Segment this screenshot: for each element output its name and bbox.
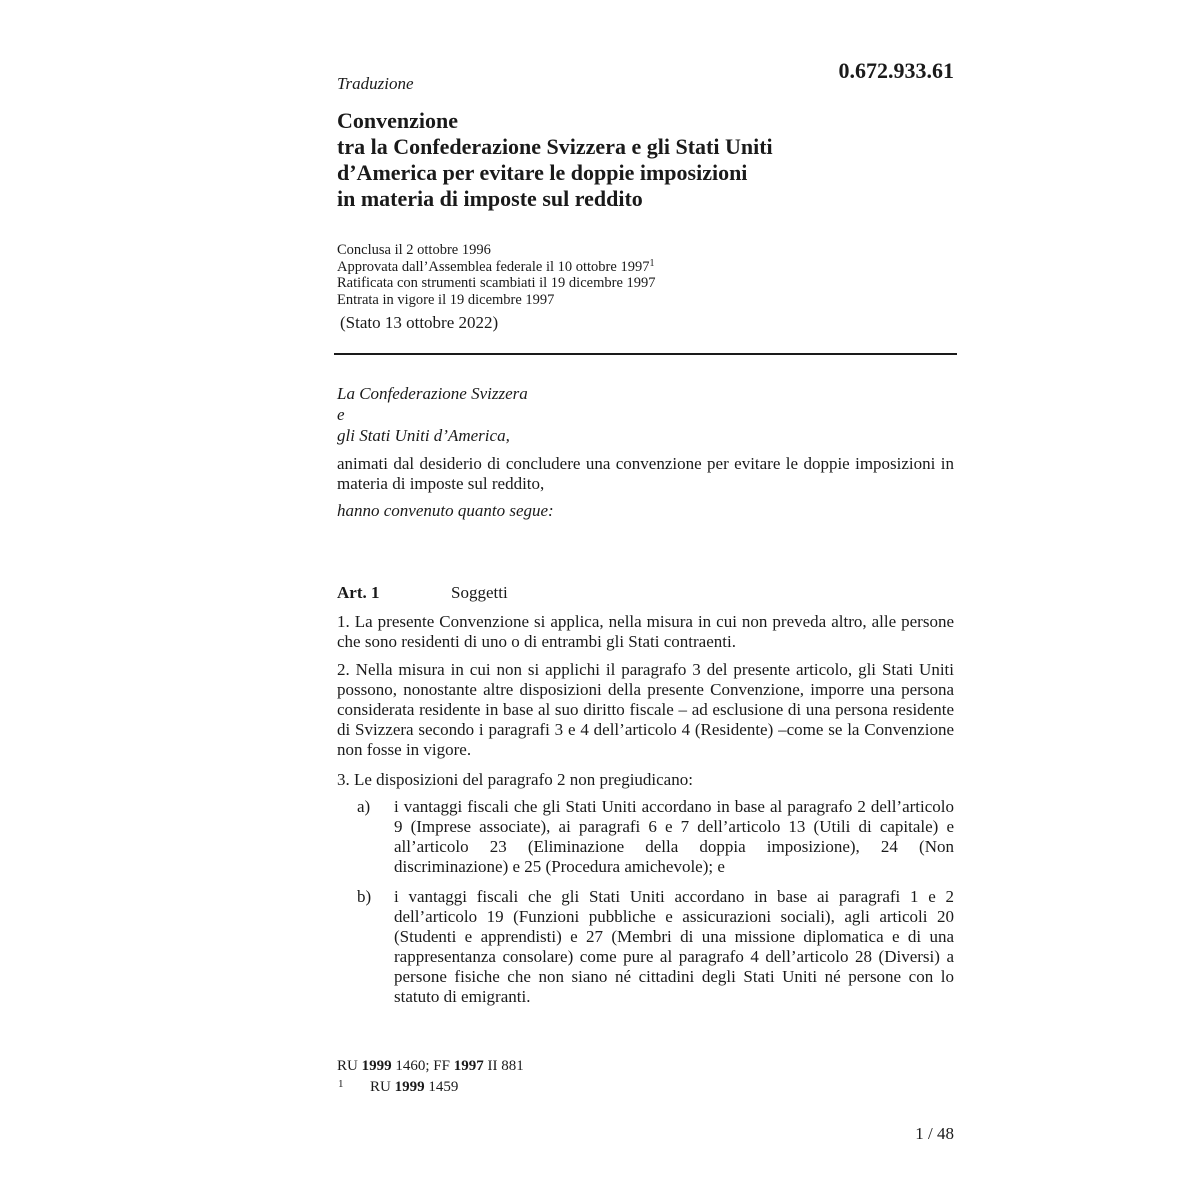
list-item-text: i vantaggi fiscali che gli Stati Uniti accordano in base ai paragrafi 1 e 2 dell’articolo 19 (Funzioni pubbliche e assicurazioni sociali), agli articoli 20 (Studenti e apprendisti) e 27 (Membri di una missione diplomatica e di una rappresentanza consolare) come pure al paragrafo 4 dell’articolo 28 (Diversi) a persone fisiche che non siano né cittadini degli Stati Uniti né persone con lo statuto di emigranti. bbox=[394, 887, 954, 1006]
list-item-label: a) bbox=[357, 797, 371, 816]
source-reference: RU 1999 1460; FF 1997 II 881 bbox=[337, 1058, 524, 1074]
preamble-party1: La Confederazione Svizzera bbox=[337, 384, 528, 403]
page-number: 1 / 48 bbox=[915, 1124, 954, 1143]
list-item-label: b) bbox=[357, 887, 372, 906]
dates-block bbox=[337, 242, 656, 308]
divider-rule bbox=[334, 353, 957, 355]
approved-date bbox=[337, 259, 656, 276]
title-line: tra la Confederazione Svizzera e gli Stati Uniti bbox=[337, 134, 773, 159]
paragraph-2: 2. Nella misura in cui non si applichi il paragrafo 3 del presente articolo, gli Stati Uniti possono, nonostante altre disposizioni della presente Convenzione, imporre una persona considerata residente in base al suo diritto fiscale – ad esclusione di una persona residente di Svizzera secondo i paragrafi 3 e 4 dell’articolo 4 (Residente) –come se la Convenzione non fosse in vigore. bbox=[337, 660, 954, 759]
document-title bbox=[337, 108, 937, 212]
footnote-text: RU 1999 1459 bbox=[370, 1079, 459, 1095]
article-title: Soggetti bbox=[451, 583, 508, 602]
preamble-agreed: hanno convenuto quanto segue: bbox=[337, 501, 554, 520]
footnote-mark: 1 bbox=[338, 1078, 344, 1090]
footnote-ref: 1 bbox=[649, 257, 655, 269]
preamble-conjunction: e bbox=[337, 405, 345, 424]
concluded-date: Conclusa il 2 ottobre 1996 bbox=[337, 242, 491, 258]
ratified-date: Ratificata con strumenti scambiati il 19 dicembre 1997 bbox=[337, 275, 656, 291]
paragraph-3: 3. Le disposizioni del paragrafo 2 non pregiudicano: bbox=[337, 770, 693, 789]
preamble-party2: gli Stati Uniti d’America, bbox=[337, 426, 510, 445]
title-line: d’America per evitare le doppie imposizioni bbox=[337, 160, 748, 185]
translation-label: Traduzione bbox=[337, 74, 414, 93]
article-number: Art. 1 bbox=[337, 583, 380, 602]
in-force-date: Entrata in vigore il 19 dicembre 1997 bbox=[337, 291, 555, 308]
paragraph-1: 1. La presente Convenzione si applica, nella misura in cui non preveda altro, alle persone che sono residenti di uno o di entrambi gli Stati contraenti. bbox=[337, 612, 954, 651]
sr-number: 0.672.933.61 bbox=[838, 58, 954, 83]
status-date: (Stato 13 ottobre 2022) bbox=[340, 313, 499, 332]
title-line: in materia di imposte sul reddito bbox=[337, 186, 643, 211]
preamble-intent: animati dal desiderio di concludere una convenzione per evitare le doppie imposizioni in materia di imposte sul reddito, bbox=[337, 454, 954, 493]
title-line: Convenzione bbox=[337, 108, 458, 133]
list-item-text: i vantaggi fiscali che gli Stati Uniti accordano in base al paragrafo 2 dell’articolo 9 (Imprese associate), ai paragrafi 6 e 7 dell’articolo 13 (Utili di capitale) e all’articolo 23 (Eliminazione della doppia imposizione), 24 (Non discriminazione) e 25 (Procedura amichevole); e bbox=[394, 797, 954, 876]
approved-text: Approvata dall’Assemblea federale il 10 ottobre 1997 bbox=[337, 258, 650, 275]
